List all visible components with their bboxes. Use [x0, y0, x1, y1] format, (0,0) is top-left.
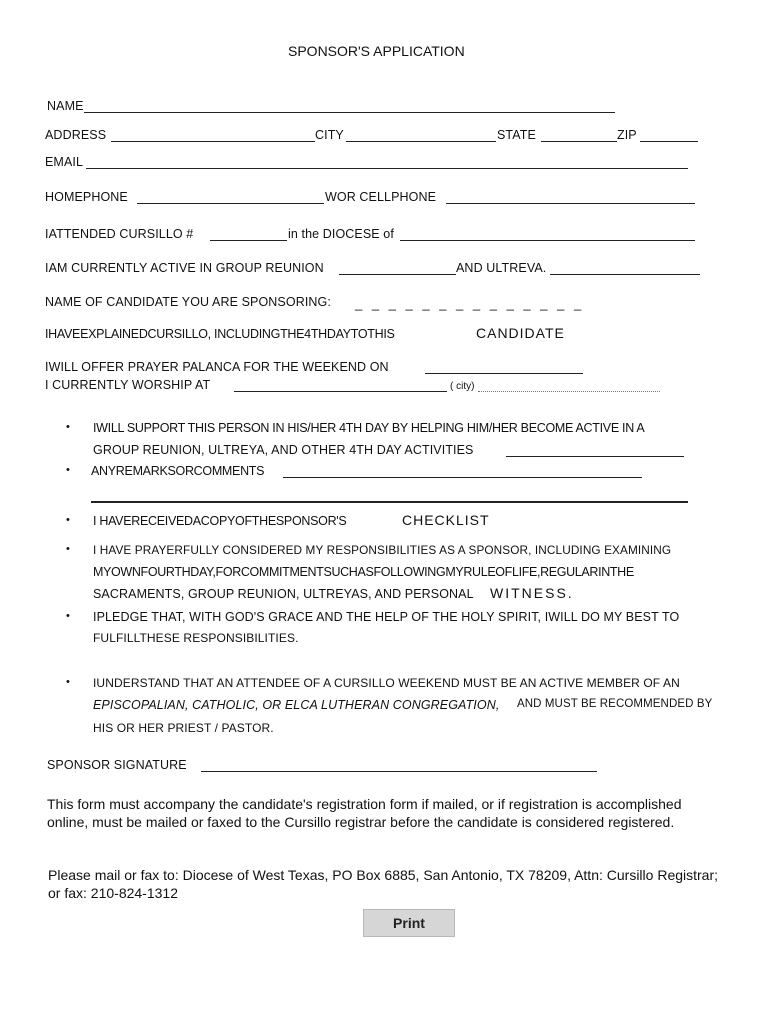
state-field[interactable] — [541, 141, 617, 142]
address-field[interactable] — [111, 141, 315, 142]
explained-label: IHAVEEXPLAINEDCURSILLO, INCLUDINGTHE4THDAYTOTHIS — [45, 327, 395, 341]
bullet-icon: • — [66, 610, 70, 622]
pledge-line-1: IPLEDGE THAT, WITH GOD'S GRACE AND THE HELP OF THE HOLY SPIRIT, IWILL DO MY BEST TO — [93, 610, 680, 624]
understand-line-2-italic: EPISCOPALIAN, CATHOLIC, OR ELCA LUTHERAN CONGREGATION, — [93, 698, 500, 712]
candidate-word: CANDIDATE — [476, 325, 565, 341]
pledge-line-2: FULFILLTHESE RESPONSIBILITIES. — [93, 631, 299, 645]
state-label: STATE — [497, 128, 536, 142]
witness-word: WITNESS. — [490, 585, 574, 601]
remarks-field-2[interactable] — [91, 501, 688, 503]
submission-note: This form must accompany the candidate's registration form if mailed, or if registration is accomplished online, must be mailed or faxed to the Cursillo registrar before the candidate is considered registered. — [47, 796, 682, 830]
workcell-field[interactable] — [446, 203, 695, 204]
city-label: CITY — [315, 128, 344, 142]
checklist-word: CHECKLIST — [402, 512, 490, 528]
homephone-label: HOMEPHONE — [45, 190, 128, 204]
prayer-line-2: MYOWNFOURTHDAY,FORCOMMITMENTSUCHASFOLLOWINGMYRULEOFLIFE,REGULARINTHE — [93, 565, 634, 579]
remarks-label: ANYREMARKSORCOMMENTS — [91, 464, 265, 478]
print-button[interactable]: Print — [363, 909, 455, 937]
active-label: IAM CURRENTLY ACTIVE IN GROUP REUNION — [45, 261, 324, 275]
checklist-label: I HAVERECEIVEDACOPYOFTHESPONSOR'S — [93, 514, 347, 528]
bullet-icon: • — [66, 464, 70, 476]
diocese-field[interactable] — [400, 240, 695, 241]
workcell-label: WOR CELLPHONE — [325, 190, 437, 204]
zip-label: ZIP — [617, 128, 637, 142]
bullet-icon: • — [66, 421, 70, 433]
support-line-1: IWILL SUPPORT THIS PERSON IN HIS/HER 4TH DAY BY HELPING HIM/HER BECOME ACTIVE IN A — [93, 421, 645, 435]
signature-field[interactable] — [201, 771, 597, 772]
worship-city-field[interactable] — [478, 391, 660, 392]
signature-label: SPONSOR SIGNATURE — [47, 758, 187, 772]
understand-line-3: HIS OR HER PRIEST / PASTOR. — [93, 721, 274, 735]
support-line-2: GROUP REUNION, ULTREYA, AND OTHER 4TH DAY ACTIVITIES — [93, 443, 474, 457]
candidate-name-field[interactable]: _ _ _ _ _ _ _ _ _ _ _ _ _ _ — [355, 296, 585, 311]
understand-line-2: AND MUST BE RECOMMENDED BY — [517, 698, 713, 710]
name-label: NAME — [47, 99, 84, 113]
attended-label: IATTENDED CURSILLO # — [45, 227, 194, 241]
ultreya-label: AND ULTREVA. — [456, 261, 547, 275]
bullet-icon: • — [66, 676, 70, 688]
worship-city-label: ( city) — [450, 381, 475, 392]
page-title: SPONSOR'S APPLICATION — [288, 43, 465, 59]
palanca-date-field[interactable] — [425, 373, 583, 374]
bullet-icon: • — [66, 514, 70, 526]
worship-label: I CURRENTLY WORSHIP AT — [45, 378, 211, 392]
group-reunion-field[interactable] — [339, 274, 456, 275]
city-field[interactable] — [346, 141, 496, 142]
diocese-label: in the DIOCESE of — [288, 227, 394, 241]
email-field[interactable] — [86, 168, 688, 169]
zip-field[interactable] — [640, 141, 698, 142]
address-label: ADDRESS — [45, 128, 107, 142]
name-field[interactable] — [84, 112, 615, 113]
candidate-label: NAME OF CANDIDATE YOU ARE SPONSORING: — [45, 295, 331, 309]
support-field[interactable] — [506, 456, 684, 457]
mail-instructions: Please mail or fax to: Diocese of West Texas, PO Box 6885, San Antonio, TX 78209, Attn: Cursillo Registrar; or fax: 210-824-1312 — [48, 867, 719, 901]
understand-line-1: IUNDERSTAND THAT AN ATTENDEE OF A CURSILLO WEEKEND MUST BE AN ACTIVE MEMBER OF AN — [93, 676, 680, 690]
bullet-icon: • — [66, 543, 70, 555]
email-label: EMAIL — [45, 155, 84, 169]
prayer-line-3: SACRAMENTS, GROUP REUNION, ULTREYAS, AND PERSONAL — [93, 587, 474, 601]
homephone-field[interactable] — [137, 203, 324, 204]
worship-field[interactable] — [234, 391, 447, 392]
remarks-field[interactable] — [283, 477, 642, 478]
palanca-label: IWILL OFFER PRAYER PALANCA FOR THE WEEKEND ON — [45, 360, 389, 374]
cursillo-number-field[interactable] — [210, 240, 287, 241]
ultreya-field[interactable] — [550, 274, 700, 275]
prayer-line-1: I HAVE PRAYERFULLY CONSIDERED MY RESPONSIBILITIES AS A SPONSOR, INCLUDING EXAMINING — [93, 543, 672, 557]
